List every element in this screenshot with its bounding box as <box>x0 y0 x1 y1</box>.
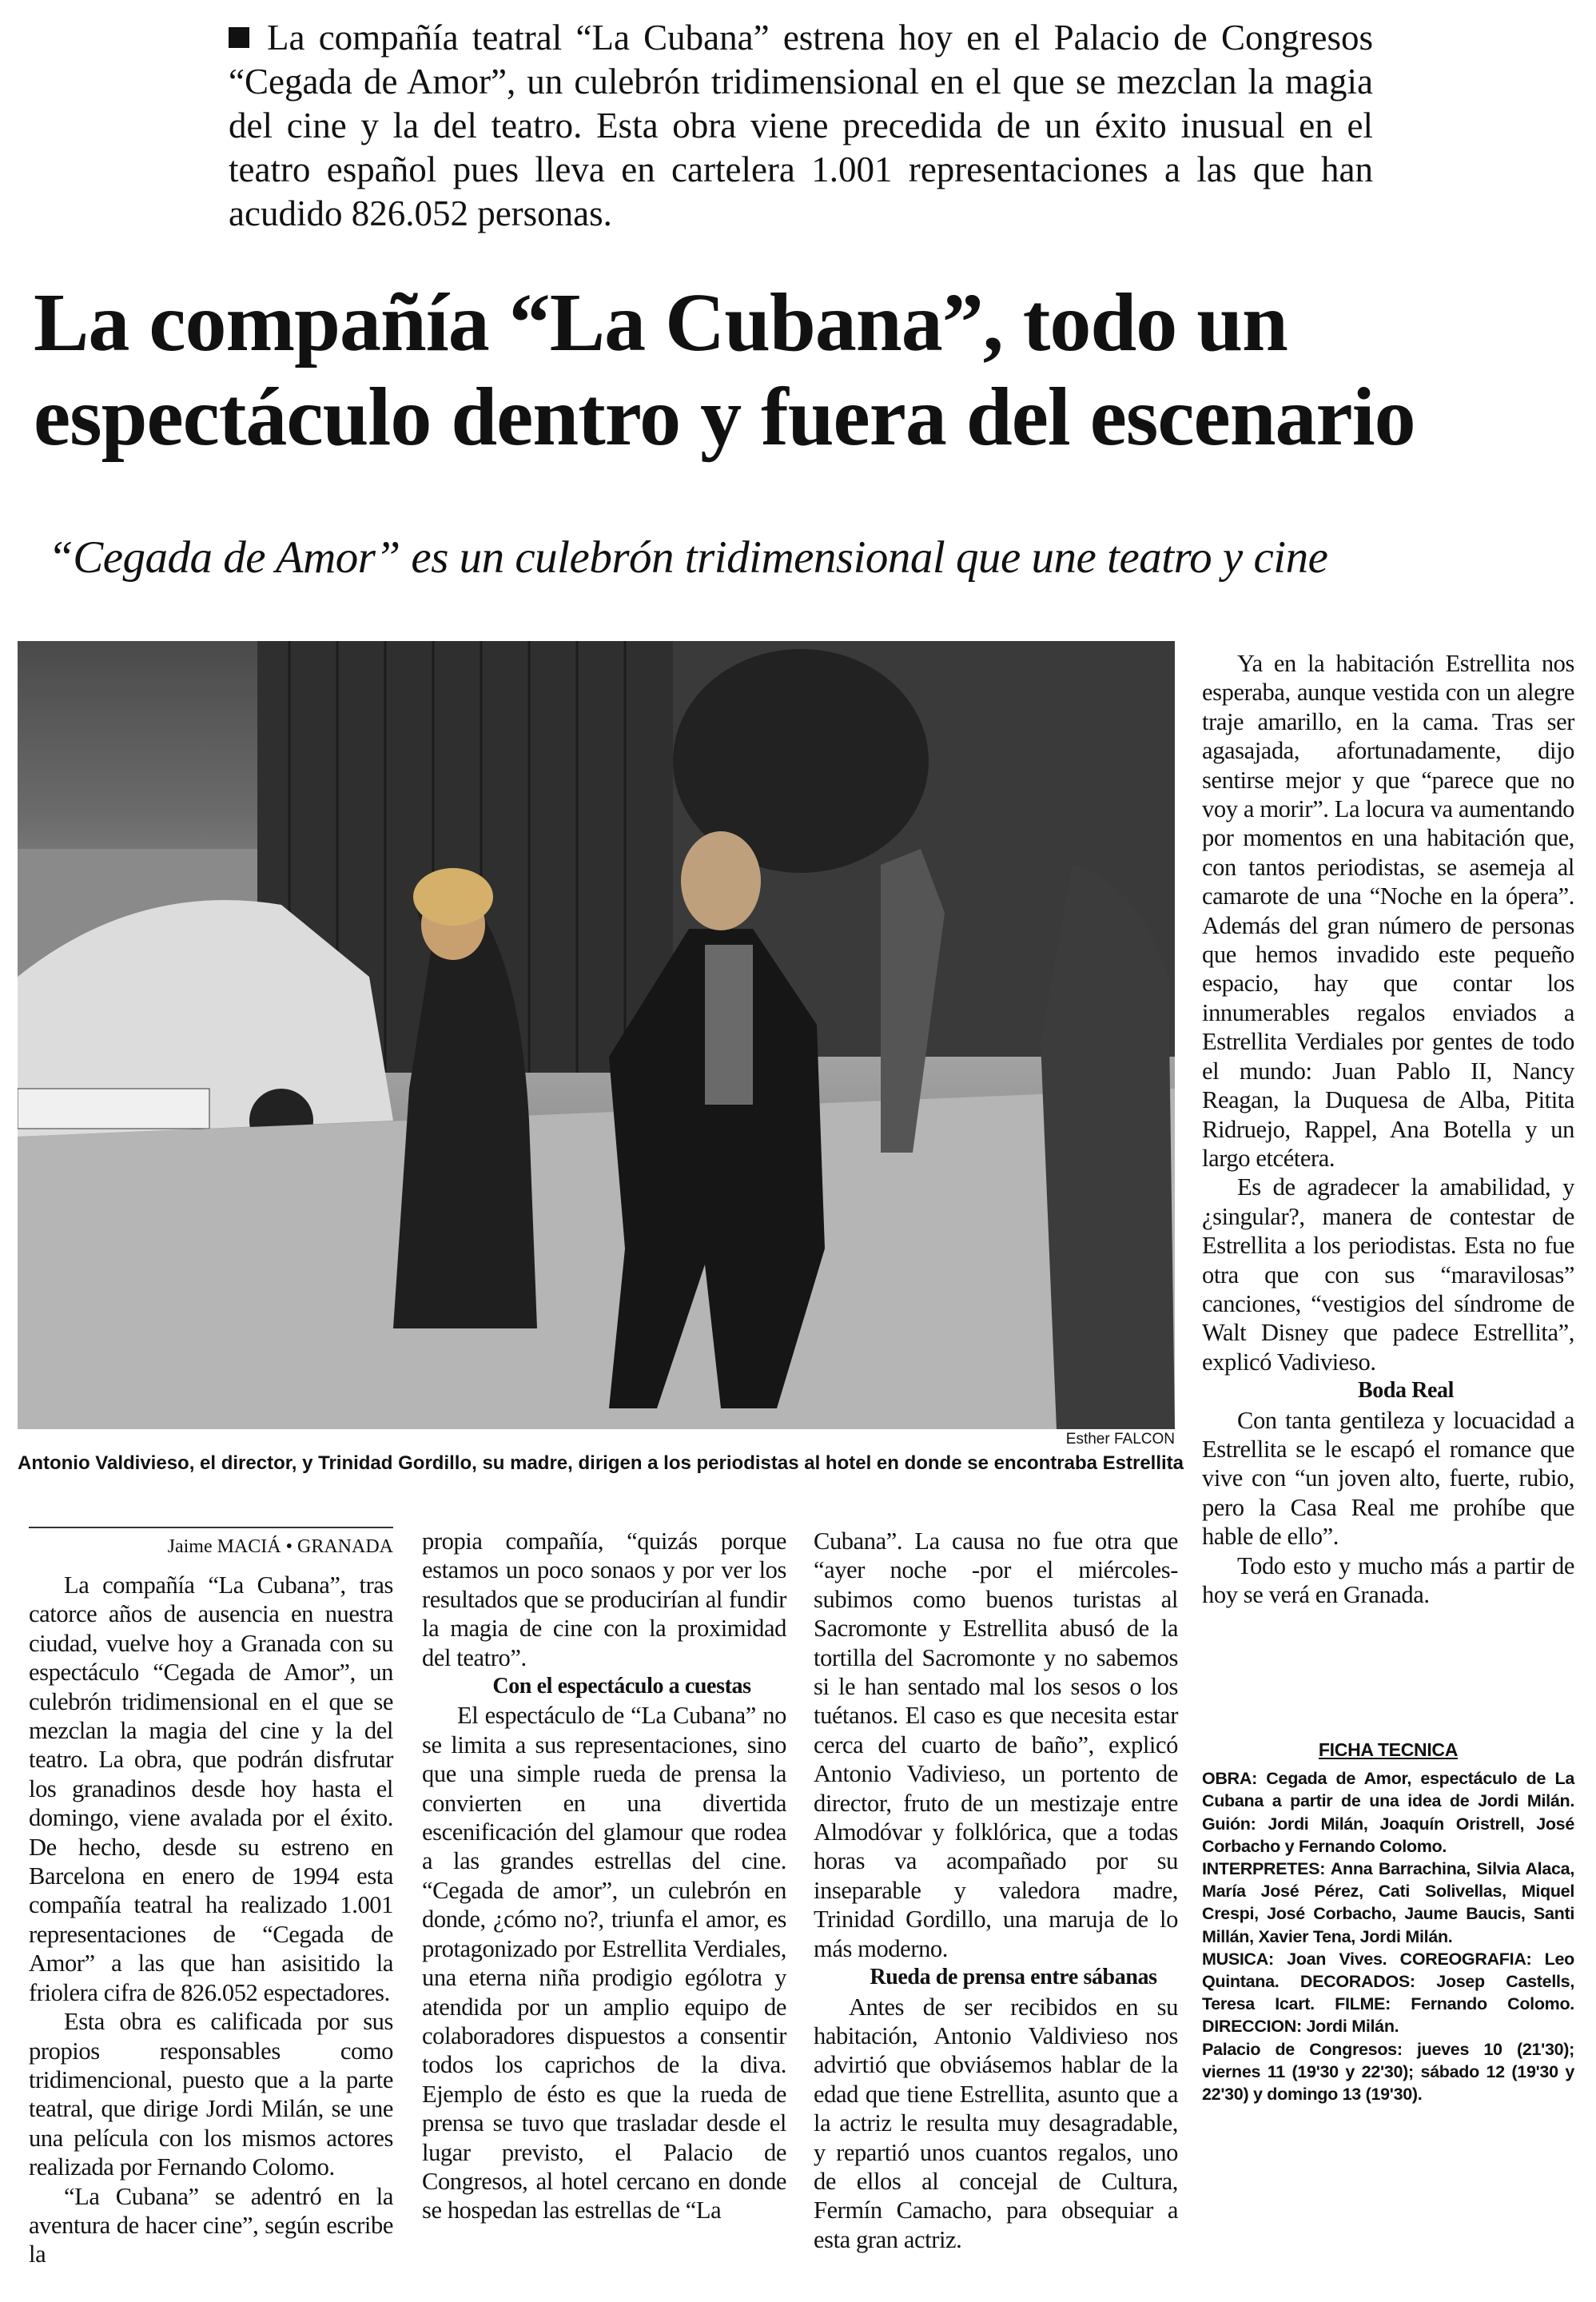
technical-sheet-title: FICHA TECNICA <box>1318 1739 1459 1760</box>
technical-sheet-entry: INTERPRETES: Anna Barrachina, Silvia Alaca, María José Pérez, Cati Solivellas, Miquel Crespi, José Corbacho, Jaume Baucis, Santi Millán, Xavier Tena, Jordi Milán. <box>1202 1859 1574 1946</box>
photo-caption: Antonio Valdivieso, el director, y Trinidad Gordillo, su madre, dirigen a los periodistas al hotel en donde se encontraba Estrellita <box>18 1452 1184 1474</box>
paragraph: Es de agradecer la amabilidad, y ¿singular?, manera de contestar de Estrellita a los periodistas. Esta no fue otra que con sus “maravilosas” canciones, “vestigios del síndrome de Walt Disney que padece Estrellita”, explicó Vadivieso. <box>1202 1173 1574 1376</box>
paragraph: Esta obra es calificada por sus propios responsables como tridimencional, puesto que a la parte teatral, que dirige Jordi Milán, se une una película con los mismos actores realizada por Fernando Colomo. <box>29 2008 393 2181</box>
bullet-square-icon <box>229 27 249 48</box>
technical-sheet-entry: MUSICA: Joan Vives. COREOGRAFIA: Leo Quintana. DECORADOS: Josep Castells, Teresa Icart. FILME: Fernando Colomo. DIRECCION: Jordi Milán. <box>1202 1949 1574 2037</box>
subheading: Rueda de prensa entre sábanas <box>870 1965 1157 1990</box>
photo-illustration <box>18 641 1175 1429</box>
subheadline: “Cegada de Amor” es un culebrón tridimensional que une teatro y cine <box>48 532 1328 583</box>
news-photo <box>18 641 1175 1429</box>
paragraph: Antes de ser recibidos en su habitación, Antonio Valdivieso nos advirtió que obviásemos hablar de la edad que tiene Estrellita, asunto que a la actriz le resulta muy desagradable, y repartió unos cuantos regalos, uno de ellos al concejal de Cultura, Fermín Camacho, para obsequiar a esta gran actriz. <box>814 1993 1178 2253</box>
article-column-4 <box>1202 649 1574 1609</box>
technical-sheet <box>1202 1738 1574 2105</box>
paragraph: Cubana”. La causa no fue otra que “ayer noche -por el miércoles- subimos como buenos turistas al Sacromonte y Estrellita abusó de la tortilla del Sacromonte y no sabemos si le han sentado mal los sesos o los tuétanos. El caso es que necesita estar cerca del cuarto de baño”, explicó Antonio Vadivieso, un portento de director, fruto de un mestizaje entre Almodóvar y folklórica, que a todas horas va acompañado por su inseparable y valedora madre, Trinidad Gordillo, una maruja de lo más moderno. <box>814 1527 1178 1962</box>
lead-text: La compañía teatral “La Cubana” estrena hoy en el Palacio de Congresos “Cegada de Amor”, un culebrón tridimensional en el que se mezclan la magia del cine y la del teatro. Esta obra viene precedida de un éxito inusual en el teatro español pues lleva en cartelera 1.001 representaciones a las que han acudido 826.052 personas. <box>229 18 1373 233</box>
headline: La compañía “La Cubana”, todo un espectáculo dentro y fuera del escenario <box>34 277 1415 463</box>
paragraph: El espectáculo de “La Cubana” no se limita a sus representaciones, sino que una simple rueda de prensa la convierten en una divertida escenificación del glamour que rodea a las grandes estrellas del cine. “Cegada de amor”, un culebrón en donde, ¿cómo no?, triunfa el amor, es protagonizado por Estrellita Verdiales, una eterna niña prodigio ególotra y atendida por un amplio equipo de colaboradores dispuestos a consentir todos los caprichos de la diva. Ejemplo de ésto es que la rueda de prensa se tuvo que trasladar desde el lugar previsto, el Palacio de Congresos, al hotel cercano en donde se hospedan las estrellas de “La <box>422 1702 786 2224</box>
byline-author: Jaime MACIÁ <box>167 1536 281 1557</box>
paragraph: “La Cubana” se adentró en la aventura de hacer cine”, según escribe la <box>29 2182 393 2268</box>
byline: Jaime MACIÁ • GRANADA <box>29 1527 393 1558</box>
article-column-2 <box>422 1527 786 2225</box>
byline-place: GRANADA <box>297 1536 393 1557</box>
photo-credit: Esther FALCON <box>1065 1431 1175 1448</box>
paragraph: propia compañía, “quizás porque estamos un poco sonaos y por ver los resultados que se producirían al fundir la magia de cine con la proximidad del teatro”. <box>422 1527 786 1671</box>
article-column-3 <box>814 1527 1178 2254</box>
subheading: Con el espectáculo a cuestas <box>492 1674 751 1699</box>
paragraph: Con tanta gentileza y locuacidad a Estrellita se le escapó el romance que vive con “un joven alto, fuerte, rubio, pero la Casa Real me prohíbe que hable de ello”. <box>1202 1406 1574 1551</box>
subheading: Boda Real <box>1357 1378 1455 1404</box>
technical-sheet-entry: OBRA: Cegada de Amor, espectáculo de La Cubana a partir de una idea de Jordi Milán. Guión: Jordi Milán, Joaquín Oristrell, José Corbacho y Fernando Colomo. <box>1202 1769 1574 1856</box>
lead-paragraph <box>229 16 1373 236</box>
paragraph: La compañía “La Cubana”, tras catorce años de ausencia en nuestra ciudad, vuelve hoy a Granada con su espectáculo “Cegada de Amor”, un culebrón tridimensional en el que se mezclan la magia del cine y la del teatro. La obra, que podrán disfrutar los granadinos desde hoy hasta el domingo, viene avalada por el éxito. De hecho, desde su estreno en Barcelona en enero de 1994 esta compañía teatral ha realizado 1.001 representaciones de “Cegada de Amor” a las que han asisitido la friolera cifra de 826.052 espectadores. <box>29 1571 393 2006</box>
paragraph: Todo esto y mucho más a partir de hoy se verá en Granada. <box>1202 1551 1574 1608</box>
paragraph: Ya en la habitación Estrellita nos esperaba, aunque vestida con un alegre traje amarillo, en la cama. Tras ser agasajada, afortunadamente, dijo sentirse mejor y que “parece que no voy a morir”. La locura va aumentando por momentos en una habitación que, con tantos periodistas, se asemeja al camarote de una “Noche en la ópera”. Además del gran número de personas que hemos invadido este pequeño espacio, hay que contar los innumerables regalos enviados a Estrellita Verdiales por gentes de todo el mundo: Juan Pablo II, Nancy Reagan, la Duquesa de Alba, Pitita Ridruejo, Rappel, Ana Botella y un largo etcétera. <box>1202 650 1574 1172</box>
article-column-1 <box>29 1571 393 2269</box>
technical-sheet-entry: Palacio de Congresos: jueves 10 (21'30); viernes 11 (19'30 y 22'30); sábado 12 (19'30 y 22'30) y domingo 13 (19'30). <box>1202 2039 1574 2105</box>
